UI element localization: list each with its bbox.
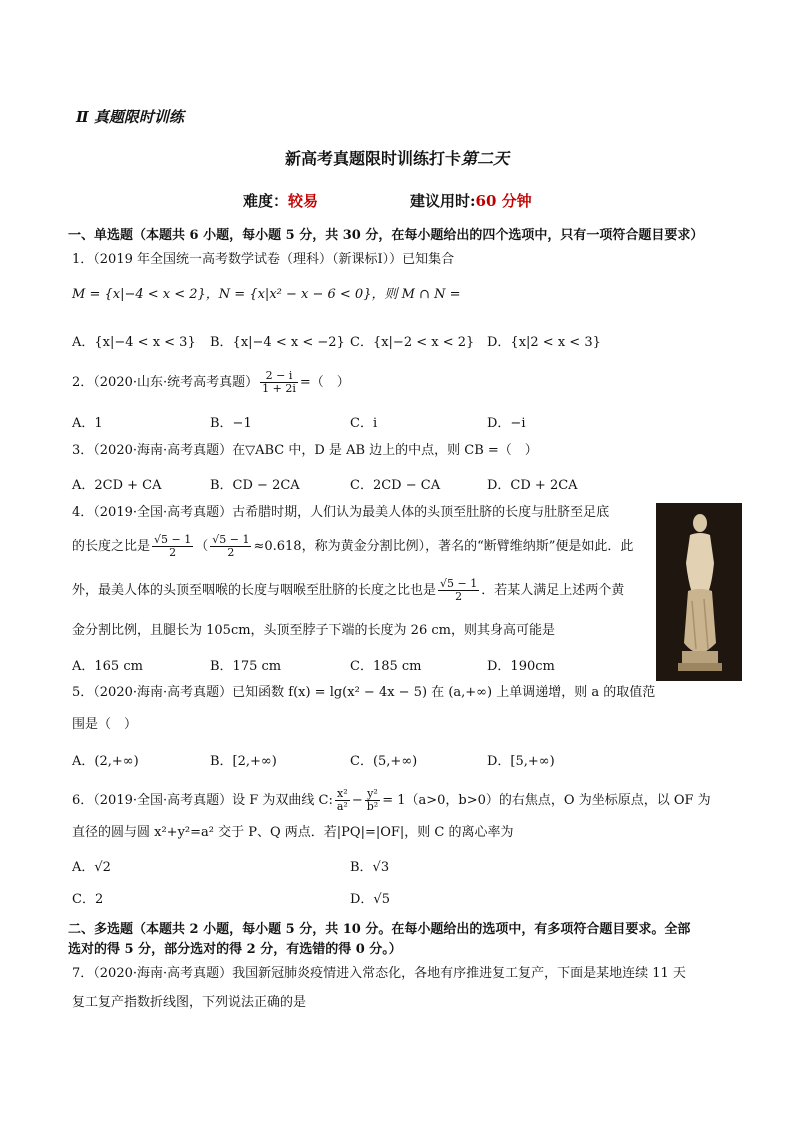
q2-stem — [72, 370, 350, 395]
q4-option-a: A．165 cm — [72, 659, 143, 674]
q2-source: 2．（2020·山东·统考高考真题） — [72, 375, 259, 391]
q4-frac3-den: 2 — [455, 590, 463, 604]
q5-option-c: C．(5,+∞) — [350, 754, 418, 769]
q4-line3-b: ．若某人满足上述两个黄 — [481, 583, 625, 599]
time-label: 建议用时: — [410, 192, 476, 210]
q6-fx-num: x² — [335, 788, 350, 801]
q6-option-d: D．√5 — [350, 892, 390, 907]
q3-option-c: C．2CD − CA — [350, 478, 441, 493]
q4-line4: 金分割比例，且腿长为 105cm，头顶至脖子下端的长度为 26 cm，则其身高可能是 — [72, 623, 555, 638]
q4-frac1-num: √5 − 1 — [154, 533, 192, 546]
section-tag: Ⅱ 真题限时训练 — [76, 108, 184, 126]
q6-frac-x — [335, 788, 350, 813]
q1-option-b: B．{x|−4 < x < −2} — [210, 335, 345, 350]
q4-line2-b: （ — [195, 539, 209, 555]
q5-option-d: D．[5,+∞) — [487, 754, 555, 769]
q4-golden-fraction-1 — [152, 534, 193, 559]
q4-line2-c: ≈0.618，称为黄金分割比例），著名的“断臂维纳斯”便是如此．此 — [253, 539, 634, 555]
difficulty-label: 难度： — [243, 192, 289, 210]
q4-frac3-num: √5 − 1 — [440, 577, 478, 590]
suggested-time — [410, 190, 532, 211]
q6-frac-y — [365, 788, 380, 813]
venus-statue-illustration — [656, 503, 742, 681]
time-value: 60 分钟 — [475, 192, 532, 210]
q3-option-d: D．CD + 2CA — [487, 478, 578, 493]
venus-statue-image — [656, 503, 742, 681]
difficulty-value: 较易 — [288, 192, 319, 210]
q3-option-a: A．2CD + CA — [72, 478, 162, 493]
q2-tail: =（ ） — [299, 375, 350, 391]
q4-option-b: B．175 cm — [210, 659, 282, 674]
q4-line3 — [72, 578, 624, 603]
q6-line1-a: 6．（2019·全国·高考真题）设 F 为双曲线 C: — [72, 793, 333, 809]
q5-line1: 5．（2020·海南·高考真题）已知函数 f(x) = lg(x² − 4x − 5) 在 (a,+∞) 上单调递增，则 a 的取值范 — [72, 685, 656, 700]
q4-frac2-den: 2 — [227, 546, 235, 560]
q1-option-d: D．{x|2 < x < 3} — [487, 335, 601, 350]
q5-line2: 围是（ ） — [72, 717, 138, 732]
q6-option-b: B．√3 — [350, 860, 390, 875]
q5-option-a: A．(2,+∞) — [72, 754, 139, 769]
q6-line1: 6．（2019·全国·高考真题）设 F 为双曲线 C: $\frac{\text{x²}}{\text{a²}}$ − $\frac{\text{y²}}{\text{b²}}$ = 1（a>0，b>0）的右焦点，O 为坐标原点，以 OF 为 — [72, 787, 711, 814]
page-title — [0, 146, 794, 169]
q1-option-c: C．{x|−2 < x < 2} — [350, 335, 475, 350]
q6-option-a: A．√2 — [72, 860, 111, 875]
q1-sets: M = {x|−4 < x < 2}，N = {x|x² − x − 6 < 0}，则 M ∩ N = — [72, 287, 461, 302]
q1-option-a: A．{x|−4 < x < 3} — [72, 335, 196, 350]
q4-line2 — [72, 534, 633, 559]
q4-option-d: D．190cm — [487, 659, 555, 674]
q2-frac-num: 2 − i — [260, 370, 298, 383]
q2-option-c: C．i — [350, 416, 378, 431]
section-multi-choice-line2: 选对的得 5 分，部分选对的得 2 分，有选错的得 0 分。） — [68, 942, 402, 957]
q5-option-b: B．[2,+∞) — [210, 754, 277, 769]
q4-golden-fraction-3 — [438, 578, 479, 603]
q2-option-b: B．−1 — [210, 416, 252, 431]
section-multi-choice-line1: 二、多选题（本题共 2 小题，每小题 5 分，共 10 分。在每小题给出的选项中，有多项符合题目要求。全部 — [68, 922, 691, 937]
q4-frac2-num: √5 − 1 — [212, 533, 250, 546]
title-day: 第二天 — [461, 149, 510, 168]
q2-option-a: A．1 — [72, 416, 103, 431]
q4-frac1-den: 2 — [169, 546, 177, 560]
q6-line2: 直径的圆与圆 x²+y²=a² 交于 P、Q 两点．若|PQ|=|OF|，则 C 的离心率为 — [72, 825, 514, 840]
difficulty — [243, 190, 318, 211]
q3-stem: 3．（2020·海南·高考真题）在▽ABC 中，D 是 AB 边上的中点，则 CB =（ ） — [72, 443, 538, 458]
q1-stem: 1．（2019 年全国统一高考数学试卷（理科）（新课标Ⅰ））已知集合 — [72, 252, 455, 267]
q4-line1: 4．（2019·全国·高考真题）古希腊时期，人们认为最美人体的头顶至肚脐的长度与肚脐至足底 — [72, 505, 610, 520]
q6-fy-num: y² — [365, 788, 380, 801]
q4-golden-fraction-2 — [210, 534, 251, 559]
title-main: 新高考真题限时训练打卡 — [284, 149, 461, 168]
q2-fraction — [260, 370, 298, 395]
q4-option-c: C．185 cm — [350, 659, 422, 674]
section-single-choice: 一、单选题（本题共 6 小题，每小题 5 分，共 30 分，在每小题给出的四个选项中，只有一项符合题目要求） — [68, 228, 704, 243]
q6-fy-den: b² — [366, 800, 379, 814]
q2-option-d: D．−i — [487, 416, 526, 431]
q7-line2: 复工复产指数折线图，下列说法正确的是 — [72, 995, 307, 1010]
q7-line1: 7．（2020·海南·高考真题）我国新冠肺炎疫情进入常态化，各地有序推进复工复产，下面是某地连续 11 天 — [72, 966, 686, 981]
q6-fx-den: a² — [336, 800, 348, 814]
q4-line3-a: 外，最美人体的头顶至咽喉的长度与咽喉至肚脐的长度之比也是 — [72, 583, 437, 599]
q4-line2-a: 的长度之比是 — [72, 539, 151, 555]
q3-option-b: B．CD − 2CA — [210, 478, 300, 493]
q6-line1-b: = 1（a>0，b>0）的右焦点，O 为坐标原点，以 OF 为 — [382, 793, 711, 809]
q2-frac-den: 1 + 2i — [262, 382, 296, 396]
q6-option-c: C．2 — [72, 892, 104, 907]
